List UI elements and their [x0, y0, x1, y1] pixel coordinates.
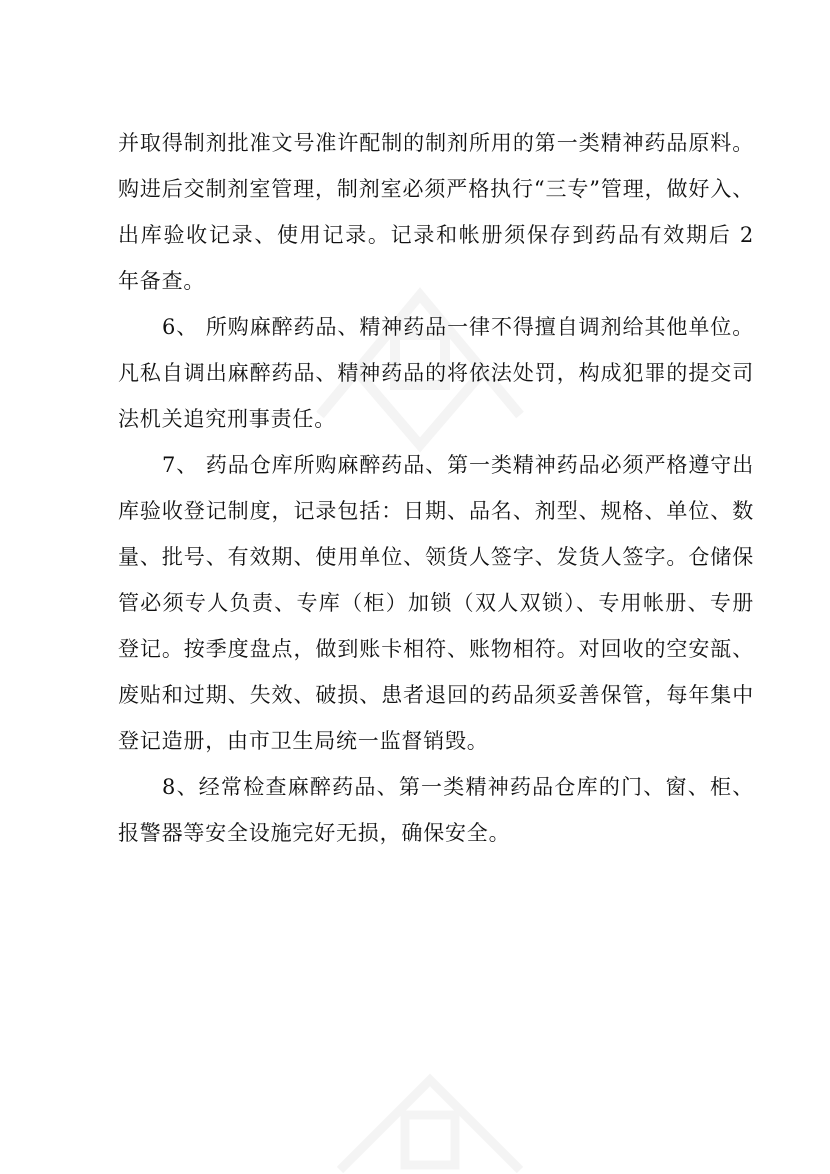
- paragraph-item-6: 6、 所购麻醉药品、精神药品一律不得擅自调剂给其他单位。凡私自调出麻醉药品、精神药品的将依法处罚，构成犯罪的提交司法机关追究刑事责任。: [118, 315, 754, 431]
- paragraph-item-7: 7、 药品仓库所购麻醉药品、第一类精神药品必须严格遵守出库验收登记制度，记录包括：日期、品名、剂型、规格、单位、数量、批号、有效期、使用单位、领货人签字、发货人签字。仓储保管必须专人负责、专库（柜）加锁（双人双锁）、专用帐册、专册登记。按季度盘点，做到账卡相符、账物相符。对回收的空安瓿、废贴和过期、失效、破损、患者退回的药品须妥善保管，每年集中登记造册，由市卫生局统一监督销毁。: [118, 453, 754, 753]
- document-body: [118, 120, 754, 856]
- paragraph-continued: 并取得制剂批准文号准许配制的制剂所用的第一类精神药品原料。购进后交制剂室管理，制剂室必须严格执行“三专”管理，做好入、出库验收记录、使用记录。记录和帐册须保存到药品有效期后 2 年备查。: [118, 131, 754, 293]
- paragraph-item-8: 8、经常检查麻醉药品、第一类精神药品仓库的门、窗、柜、报警器等安全设施完好无损，确保安全。: [118, 775, 754, 845]
- watermark-logo-bottom: [330, 1070, 530, 1174]
